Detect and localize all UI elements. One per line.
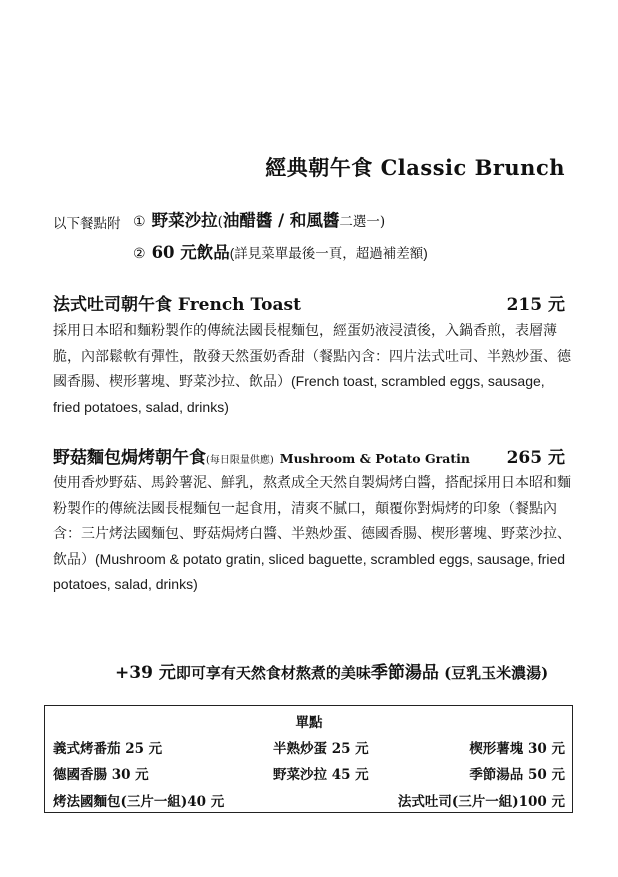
promo-price: +39 元 [115, 663, 176, 683]
number-two-badge: ② [133, 246, 146, 262]
side-item: 半熟炒蛋 25 元 [273, 741, 369, 757]
menu-item-description-gratin: 使用香炒野菇、馬鈴薯泥、鮮乳，熬煮成全天然自製焗烤白醬，搭配採用日本昭和麵粉製作的傳統法國長棍麵包一起食用，清爽不膩口，顛覆你對焗烤的印象（餐點內含：三片烤法國麵包、野菇焗烤白醬、半熟炒蛋、德國香腸、楔形薯塊、野菜沙拉、飲品）(Mushroom & potato gratin, sliced baguette, scrambled eggs, sausage, fried potatoes, salad, drinks) [53, 474, 571, 592]
paren-open: ( [217, 214, 223, 230]
soup-promo [115, 658, 548, 683]
dressing-choices: 油醋醬 / 和風醬 [222, 211, 340, 230]
drink-detail: (詳見菜單最後一頁，超過補差額) [229, 246, 428, 261]
includes-prefix: 以下餐點附 [53, 216, 121, 231]
promo-soup-name: (豆乳玉米濃湯) [444, 664, 549, 682]
menu-item-name-gratin [53, 443, 470, 468]
promo-highlight: 季節湯品 [370, 663, 439, 683]
number-one-badge: ① [133, 214, 146, 230]
side-item: 義式烤番茄 25 元 [53, 741, 163, 757]
side-item: 烤法國麵包(三片一組)40 元 [53, 794, 225, 810]
page-title: 經典朝午食 Classic Brunch [265, 155, 565, 180]
side-item: 德國香腸 30 元 [53, 767, 149, 783]
side-item: 法式吐司(三片一組)100 元 [397, 794, 565, 810]
menu-item-price-french-toast: 215 元 [506, 295, 565, 315]
menu-item-price-gratin: 265 元 [506, 448, 565, 468]
daily-limited-note: (每日限量供應) [206, 455, 274, 466]
choose-one-text: 二選一) [339, 214, 386, 230]
gratin-name-zh: 野菇麵包焗烤朝午食 [53, 448, 206, 468]
menu-item-name-french-toast: 法式吐司朝午食 French Toast [53, 295, 301, 315]
side-item: 季節湯品 50 元 [469, 767, 565, 783]
promo-text: 即可享有天然食材熬煮的美味 [175, 664, 371, 682]
included-salad [133, 207, 385, 231]
included-drink [133, 239, 428, 263]
included-salad-name: 野菜沙拉 [151, 211, 218, 230]
side-item: 野菜沙拉 45 元 [273, 767, 369, 783]
side-item: 楔形薯塊 30 元 [469, 741, 565, 757]
gratin-name-en: Mushroom & Potato Gratin [279, 451, 470, 466]
sides-title: 單點 [295, 715, 323, 731]
menu-item-description-french-toast: 採用日本昭和麵粉製作的傳統法國長棍麵包，經蛋奶液浸漬後，入鍋香煎，表層薄脆，內部鬆軟有彈性，散發天然蛋奶香甜（餐點內含：四片法式吐司、半熟炒蛋、德國香腸、楔形薯塊、野菜沙拉、飲品）(French toast, scrambled eggs, sausage, fried potatoes, salad, drinks) [53, 322, 571, 415]
included-drink-name: 60 元飲品 [151, 243, 230, 262]
